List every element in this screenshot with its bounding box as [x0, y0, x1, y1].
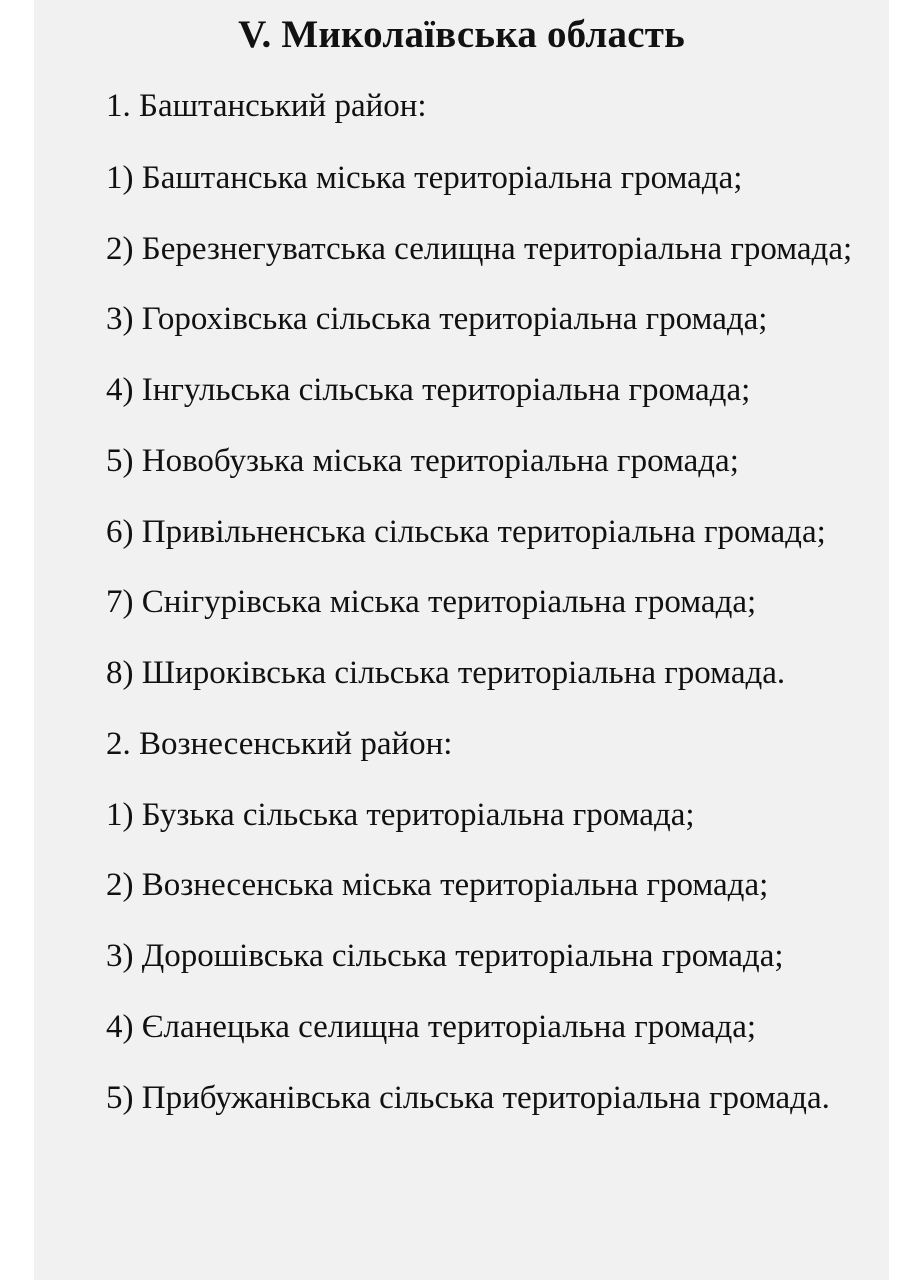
list-item: 1) Бузька сільська територіальна громада; — [106, 797, 695, 833]
list-item: 5) Новобузька міська територіальна громада; — [106, 443, 739, 479]
list-item: 6) Привільненська сільська територіальна громада; — [106, 514, 826, 550]
list-item: 2) Березнегуватська селищна територіальна громада; — [106, 231, 853, 267]
list-item: 8) Широківська сільська територіальна громада. — [106, 655, 786, 691]
page-title: V. Миколаївська область — [238, 13, 685, 56]
list-item: 4) Єланецька селищна територіальна громада; — [106, 1009, 757, 1045]
list-item: 5) Прибужанівська сільська територіальна громада. — [106, 1080, 830, 1116]
list-item: 3) Горохівська сільська територіальна громада; — [106, 301, 768, 337]
document-body — [34, 86, 889, 1119]
list-item: 7) Снігурівська міська територіальна громада; — [106, 584, 757, 620]
district-heading-bashtanskyi: 1. Баштанський район: — [106, 88, 427, 124]
document-page — [34, 0, 889, 1280]
list-item: 1) Баштанська міська територіальна громада; — [106, 160, 743, 196]
list-item: 4) Інгульська сільська територіальна громада; — [106, 372, 751, 408]
list-item: 2) Вознесенська міська територіальна громада; — [106, 867, 769, 903]
district-heading-voznesenskyi: 2. Вознесенський район: — [106, 726, 453, 762]
list-item: 3) Дорошівська сільська територіальна громада; — [106, 938, 784, 974]
